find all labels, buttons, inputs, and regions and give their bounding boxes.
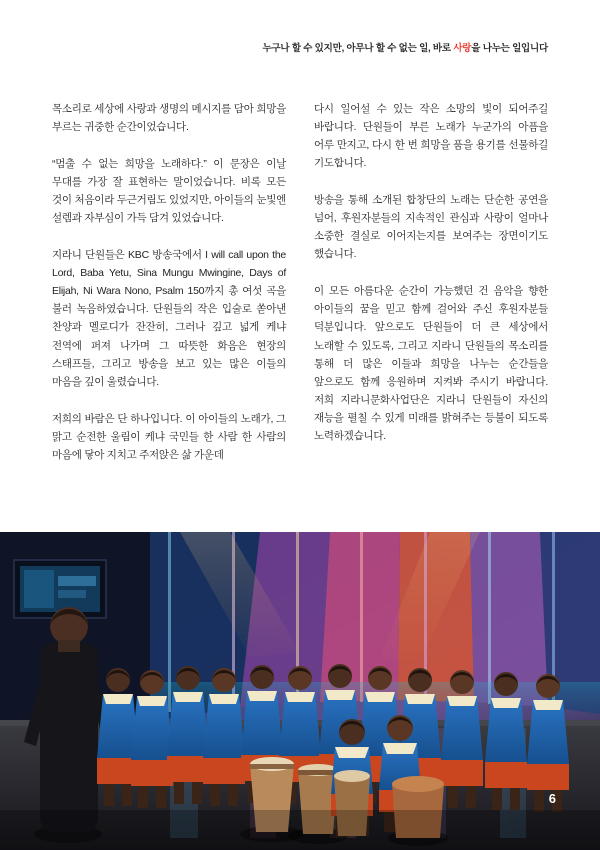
paragraph: 다시 일어설 수 있는 작은 소망의 빛이 되어주길 바랍니다. 단원들이 부른 노래가 누군가의 아픔을 어루 만지고, 다시 한 번 희망을 품을 용기를 선물하길 기도합니다. xyxy=(314,103,548,170)
page-header xyxy=(0,40,600,54)
header-suffix: 을 나누는 일입니다 xyxy=(471,43,548,54)
paragraph: 방송을 통해 소개된 합창단의 노래는 단순한 공연을 넘어, 후원자분들의 지속적인 관심과 사랑이 얼마나 소중한 결실로 이어지는지를 보여주는 장면이기도 했습니다. xyxy=(314,194,548,261)
paragraph: 저희의 바람은 단 하나입니다. 이 아이들의 노래가, 그 맑고 순전한 울림이 케냐 국민들 한 사람 한 사람의 마음에 닿아 지치고 주저앉은 삶 가운데 xyxy=(52,412,286,461)
left-column xyxy=(52,100,286,464)
page-number: 6 xyxy=(548,791,556,806)
header-accent-word: 사랑 xyxy=(453,43,472,54)
right-column xyxy=(314,100,548,464)
paragraph: “멈출 수 없는 희망을 노래하다.” 이 문장은 이날 무대를 가장 잘 표현하는 말이었습니다. 비록 모든 것이 처음이라 두근거림도 있었지만, 아이들의 눈빛엔 설렘과 자부심이 가득 담겨 있었습니다. xyxy=(52,158,286,225)
paragraph: 지라니 단원들은 KBC 방송국에서 I will call upon the Lord, Baba Yetu, Sina Mungu Mwingine, Days of Elijah, Ni Wara Nono, Psalm 150까지 총 여섯 곡을 불러 녹음하였습니다. 단원들의 작은 입술로 쏟아낸 찬양과 멜로디가 잔잔히, 그러나 깊고 넓게 케냐 전역에 퍼져 나가며 그 따뜻한 화음은 현장의 스태프들, 그리고 방송을 보고 있는 많은 이들의 마음을 깊이 울렸습니다. xyxy=(52,249,286,388)
paragraph: 목소리로 세상에 사랑과 생명의 메시지를 담아 희망을 부르는 귀중한 순간이었습니다. xyxy=(52,103,286,134)
article-body xyxy=(52,100,548,464)
header-prefix: 누구나 할 수 있지만, 아무나 할 수 없는 일, 바로 xyxy=(262,43,454,54)
paragraph: 이 모든 아름다운 순간이 가능했던 건 음악을 향한 아이들의 꿈을 믿고 함께 걸어와 주신 후원자분들 덕분입니다. 앞으로도 단원들이 더 큰 세상에서 노래할 수 있도록, 그리고 지라니 단원들의 목소리를 통해 더 많은 이들과 희망을 나누는 순간들을 앞으로도 함께 응원하며 지켜봐 주시기 바랍니다. 저희 지라니문화사업단은 지라니 단원들이 자신의 재능을 펼칠 수 있게 미래를 밝혀주는 등불이 되도록 노력하겠습니다. xyxy=(314,285,548,442)
choir-photo xyxy=(0,532,600,850)
